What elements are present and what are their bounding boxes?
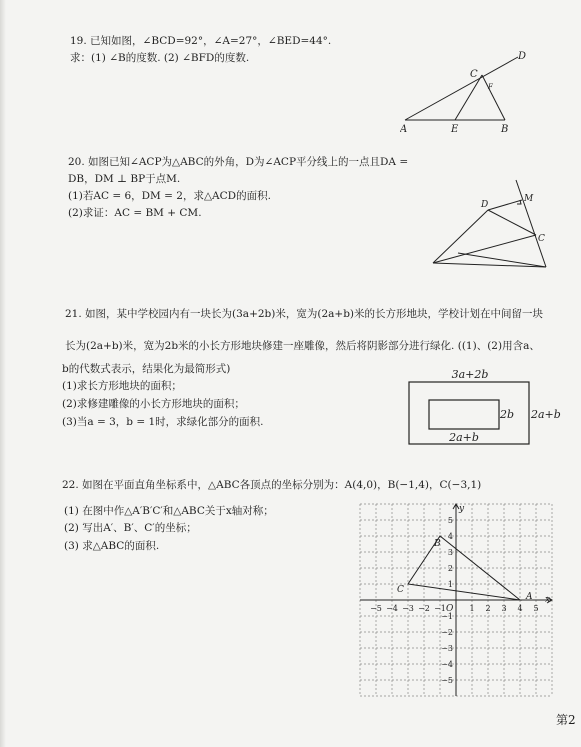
y-tick-label: −5 (441, 676, 453, 685)
q20-label-d: D (481, 200, 489, 210)
q22-y-axis-label: y (459, 504, 465, 514)
y-tick-label: −3 (441, 644, 453, 653)
q20-label-m: M (524, 194, 534, 204)
y-tick-label: −4 (441, 660, 453, 669)
q19-label-f: F (488, 83, 493, 91)
q20-label-c: C (538, 234, 545, 244)
q21-label-right-inner: 2b (500, 408, 515, 421)
q19-line2: 求：(1) ∠B的度数. (2) ∠BFD的度数. (70, 52, 250, 64)
x-tick-label: 3 (501, 604, 507, 613)
q22-line4: (3) 求△ABC的面积. (64, 540, 160, 552)
q21-label-bottom-inner: 2a+b (449, 431, 479, 444)
q19-label-b: B (501, 124, 509, 135)
q19-label-e: E (451, 124, 459, 135)
q22-vertex-label-b: B (434, 539, 441, 549)
y-tick-label: 5 (447, 516, 453, 525)
q20-line1: 20. 如图已知∠ACP为△ABC的外角，D为∠ACP平分线上的一点且DA = (68, 156, 409, 168)
y-tick-label: 1 (447, 580, 453, 589)
y-tick-label: 3 (447, 548, 453, 557)
x-tick-label: −5 (370, 604, 382, 613)
q22-line2: (1) 在图中作△A′B′C′和△ABC关于x轴对称； (64, 505, 274, 517)
q22-line1: 22. 如图在平面直角坐标系中，△ABC各顶点的坐标分别为：A(4,0)，B(−1,4)，C(−3,1) (62, 479, 482, 491)
y-tick-label: −1 (441, 612, 453, 621)
x-tick-label: 5 (533, 604, 539, 613)
q21-line3: b的代数式表示，结果化为最简形式) (62, 363, 231, 375)
q21-line2: 长为(2a+b)米，宽为2b米的小长方形地块修建一座雕像，然后将阴影部分进行绿化. ((1)、(2)用含a、 (65, 340, 540, 352)
q20-line4: (2)求证：AC = BM + CM. (68, 207, 202, 219)
q21-figure (398, 366, 568, 454)
q19-line1: 19. 已知如图，∠BCD=92°，∠A=27°，∠BED=44°. (70, 35, 332, 47)
q22-vertex-label-c: C (397, 585, 404, 595)
x-tick-label: −4 (386, 604, 398, 613)
q20-line2: DB，DM ⊥ BP于点M. (68, 173, 181, 185)
y-tick-label: 4 (447, 532, 453, 541)
q19-figure (400, 45, 560, 135)
q22-origin-label: O (446, 604, 454, 614)
q19-label-c: C (470, 69, 478, 80)
q20-figure (428, 175, 568, 275)
y-tick-label: −2 (441, 628, 453, 637)
q19-label-a: A (400, 124, 408, 135)
y-tick-label: 2 (447, 564, 453, 573)
x-tick-label: −1 (434, 604, 446, 613)
q19-label-d: D (518, 51, 527, 62)
x-tick-label: 4 (517, 604, 523, 613)
scan-edge-shadow (0, 0, 6, 747)
q22-vertex-label-a: A (526, 592, 533, 602)
q21-line6: (3)当a = 3，b = 1时，求绿化部分的面积. (62, 416, 264, 428)
q21-inner-rect (429, 400, 499, 429)
x-tick-label: 2 (485, 604, 491, 613)
x-tick-label: −2 (418, 604, 430, 613)
q20-line3: (1)若AC = 6，DM = 2，求△ACD的面积. (68, 190, 271, 202)
q21-line1: 21. 如图，某中学校园内有一块长为(3a+2b)米，宽为(2a+b)米的长方形地块，学校计划在中间留一块 (65, 308, 544, 320)
page-number: 第2 (556, 713, 576, 727)
q21-line5: (2)求修建雕像的小长方形地块的面积； (62, 398, 245, 410)
x-tick-label: −3 (402, 604, 414, 613)
q22-coordinate-grid (356, 500, 556, 700)
q22-x-axis-label: x (545, 595, 551, 605)
q21-line4: (1)求长方形地块的面积； (62, 380, 182, 392)
q22-line3: (2) 写出A′、B′、C′的坐标； (64, 522, 197, 534)
q21-label-top: 3a+2b (451, 368, 489, 381)
x-tick-label: 1 (469, 604, 475, 613)
q21-label-right-outer: 2a+b (531, 408, 561, 421)
